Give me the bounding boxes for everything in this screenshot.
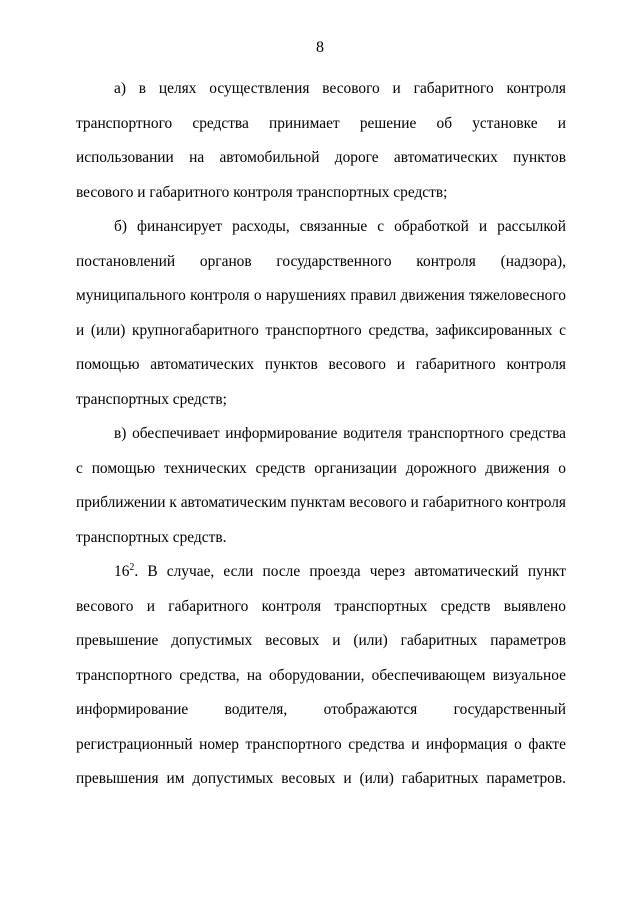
page-number: 8	[316, 39, 324, 56]
paragraph-v: в) обеспечивает информирование водителя транспортного средства с помощью технических средств организации дорожного движения о приближении к автоматическим пунктам весового и габаритного контроля транспортных средств.	[76, 425, 566, 546]
paragraph-16-2	[76, 555, 566, 797]
paragraph-16-2-text: . В случае, если после проезда через автоматический пункт весового и габаритного контроля транспортных средств выявлено превышение допустимых весовых и (или) габаритных параметров транспортного средства, на оборудовании, обеспечивающем визуальное информирование водителя, отображаются государственный регистрационный номер транспортного средства и информация о факте превышения им допустимых весовых и (или) габаритных параметров.	[76, 563, 566, 787]
paragraph-a: а) в целях осуществления весового и габаритного контроля транспортного средства принимает решение об установке и использовании на автомобильной дороге автоматических пунктов весового и габаритного контроля транспортных средств;	[76, 80, 566, 201]
paragraph-b: б) финансирует расходы, связанные с обработкой и рассылкой постановлений органов государственного контроля (надзора), муниципального контроля о нарушениях правил движения тяжеловесного и (или) крупногабаритного транспортного средства, зафиксированных с помощью автоматических пунктов весового и габаритного контроля транспортных средств;	[76, 218, 566, 408]
paragraph-number-superscript: 2	[129, 562, 135, 573]
document-body	[76, 72, 566, 797]
paragraph-number: 16	[114, 563, 130, 580]
